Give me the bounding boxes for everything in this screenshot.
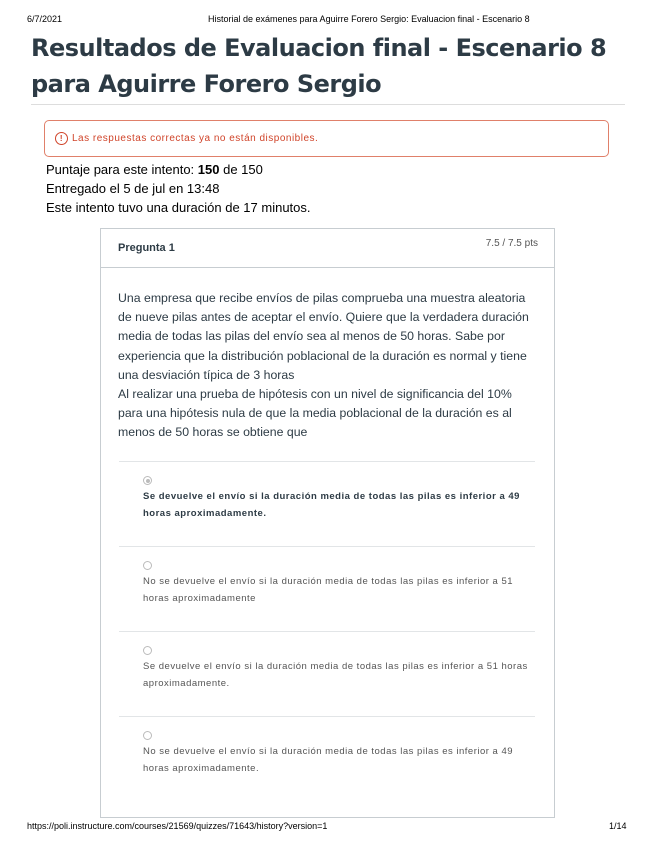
attempt-submitted: Entregado el 5 de jul en 13:48 xyxy=(46,181,220,196)
radio[interactable] xyxy=(143,731,152,740)
answer-option[interactable] xyxy=(119,461,535,522)
print-url: https://poli.instructure.com/courses/21569/quizzes/71643/history?version=1 xyxy=(27,821,328,831)
question-card xyxy=(100,228,555,818)
radio-selected[interactable] xyxy=(143,476,152,485)
exclamation-circle-icon: ! xyxy=(55,132,68,145)
attempt-score xyxy=(46,162,263,177)
answer-option[interactable] xyxy=(119,546,535,607)
question-prompt: Al realizar una prueba de hipótesis con un nivel de significancia del 10% para una hipótesis nula de que la media poblacional de la duración es al menos de 50 horas se obtiene que xyxy=(118,387,512,440)
divider xyxy=(31,104,625,105)
answer-option[interactable] xyxy=(119,716,535,777)
answer-option[interactable] xyxy=(119,631,535,692)
radio[interactable] xyxy=(143,561,152,570)
question-stem: Una empresa que recibe envíos de pilas comprueba una muestra aleatoria de nueve pilas antes de aceptar el envío. Quiere que la verdadera duración media de todas las pilas del envío sea al menos de 50 horas. Sabe por experiencia que la distribución poblacional de la duración es normal y tiene una desviación típica de 3 horas xyxy=(118,291,529,382)
print-page-number: 1/14 xyxy=(609,821,627,831)
alert-banner xyxy=(44,120,609,157)
score-value: 150 xyxy=(197,162,220,177)
print-title: Historial de exámenes para Aguirre Forero Sergio: Evaluacion final - Escenario 8 xyxy=(208,14,530,24)
score-label: Puntaje para este intento: xyxy=(46,162,198,177)
print-date: 6/7/2021 xyxy=(27,14,63,24)
page-title: Resultados de Evaluacion final - Escenario 8 para Aguirre Forero Sergio xyxy=(31,34,607,98)
score-total: de 150 xyxy=(219,162,263,177)
attempt-duration: Este intento tuvo una duración de 17 minutos. xyxy=(46,200,311,215)
question-text xyxy=(118,289,538,443)
answer-text: No se devuelve el envío si la duración media de todas las pilas es inferior a 49 horas aproximadamente. xyxy=(143,746,514,774)
question-header xyxy=(101,229,554,268)
alert-text: Las respuestas correctas ya no están disponibles. xyxy=(72,133,319,144)
question-points: 7.5 / 7.5 pts xyxy=(485,238,538,249)
answer-text: Se devuelve el envío si la duración media de todas las pilas es inferior a 49 horas aproximadamente. xyxy=(143,491,520,519)
question-title: Pregunta 1 xyxy=(118,242,175,254)
radio[interactable] xyxy=(143,646,152,655)
answer-text: No se devuelve el envío si la duración media de todas las pilas es inferior a 51 horas aproximadamente xyxy=(143,576,514,604)
answer-text: Se devuelve el envío si la duración media de todas las pilas es inferior a 51 horas aproximadamente. xyxy=(143,661,528,689)
